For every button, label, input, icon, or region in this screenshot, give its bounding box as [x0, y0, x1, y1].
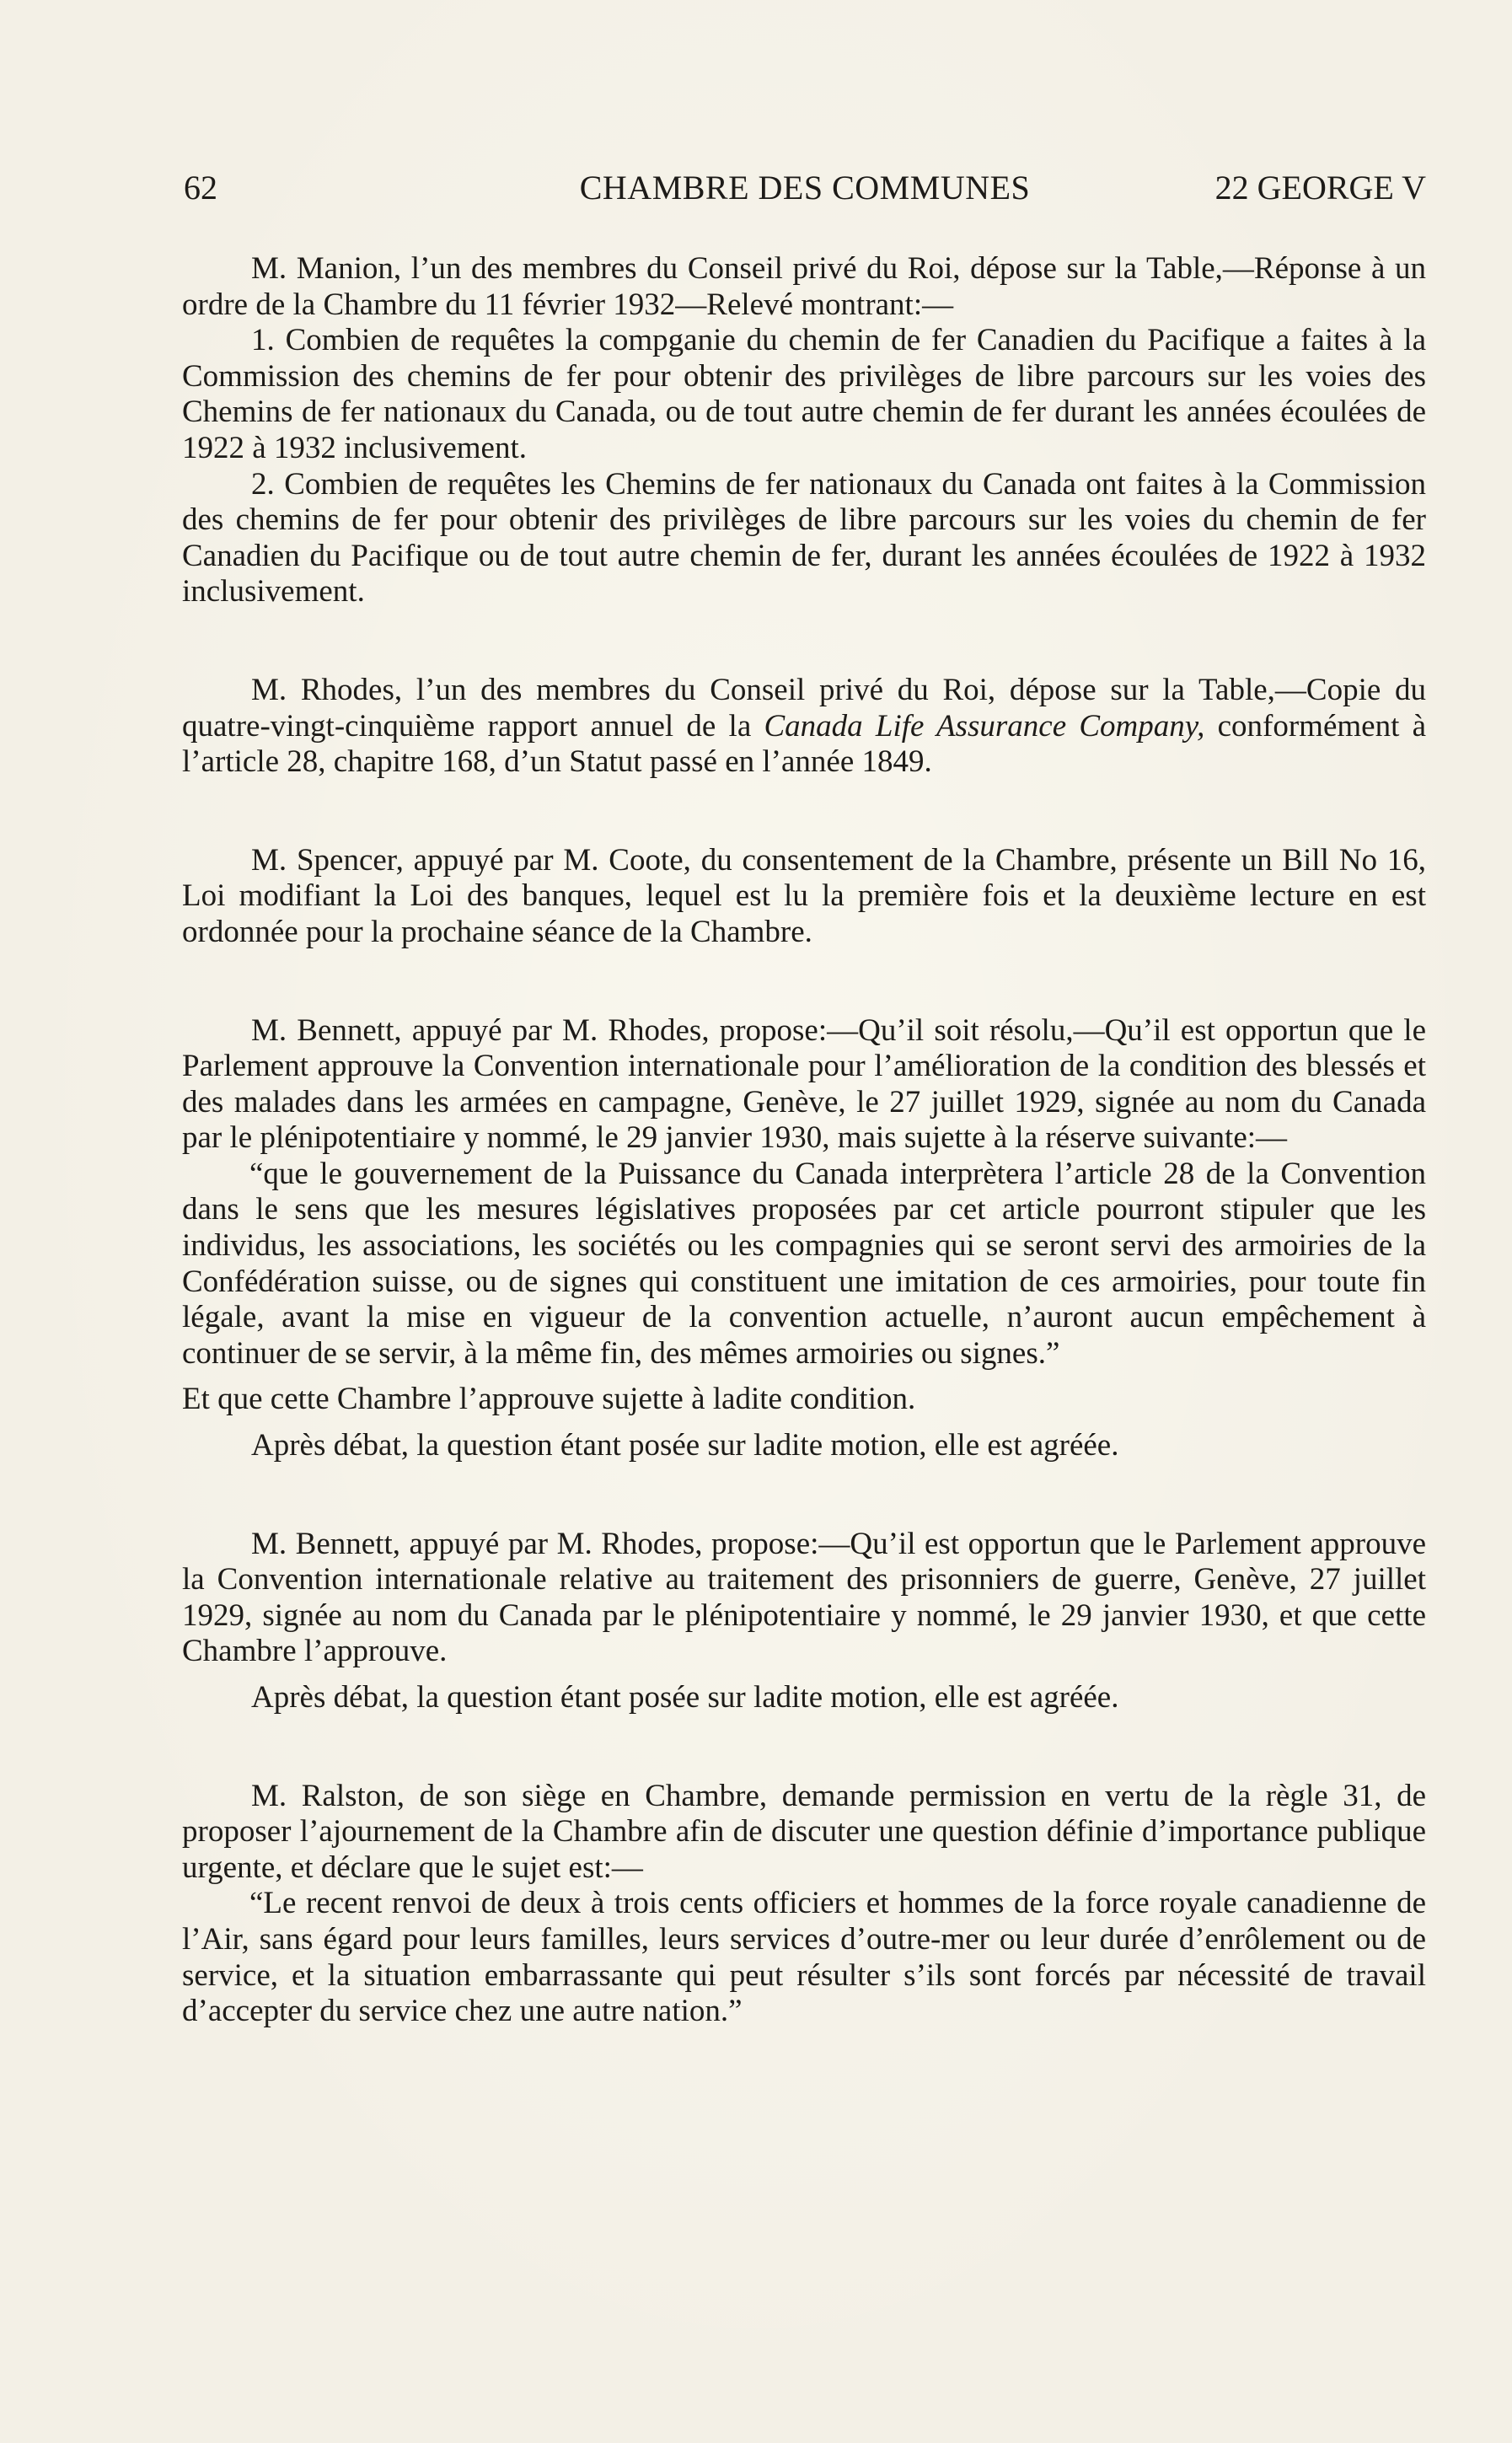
- rhodes-text-before: M. Rhodes, l’un des membres du Conseil privé du Roi, dépose sur la Table,—Copie du quatre-vingt-cinquième rapport annuel de la: [182, 672, 1426, 744]
- spencer-bill: M. Spencer, appuyé par M. Coote, du consentement de la Chambre, présente un Bill No 16, Loi modifiant la Loi des banques, lequel est lu la première fois et la deuxième lecture en est ordonnée pour la prochaine séance de la Chambre.: [182, 842, 1426, 949]
- bennett-reservation: “que le gouvernement de la Puissance du Canada interprètera l’article 28 de la Convention dans le sens que les mesures législatives proposées par cet article pourront stipuler que les individus, les associations, les sociétés ou les compagnies qui se seront servi des armoiries de la Confédération suisse, ou de signes qui constituent une imitation de ces armoiries, pour toute fin légale, avant la mise en vigueur de la convention actuelle, n’auront aucun empêchement à continuer de se servir, à la même fin, des mêmes armoiries ou signes.”: [182, 1156, 1426, 1371]
- ralston-subject: “Le recent renvoi de deux à trois cents officiers et hommes de la force royale canadienne de l’Air, sans égard pour leurs familles, leurs services d’outre-mer ou leur durée d’enrôlement ou de service, et la situation embarrassante qui peut résulter s’ils sont forcés par nécessité de travail d’accepter du service chez une autre nation.”: [182, 1886, 1426, 2029]
- bennett-result-2: Après débat, la question étant posée sur ladite motion, elle est agréée.: [251, 1680, 1119, 1715]
- page-number: 62: [184, 169, 217, 207]
- bennett-result-1: Après débat, la question étant posée sur ladite motion, elle est agréée.: [251, 1428, 1119, 1463]
- running-header: [184, 165, 1426, 211]
- manion-item-2: 2. Combien de requêtes les Chemins de fer nationaux du Canada ont faites à la Commission des chemins de fer pour obtenir des privilèges de libre parcours sur les voies du chemin de fer Canadien du Pacifique ou de tout autre chemin de fer, durant les années écoulées de 1922 à 1932 inclusivement.: [182, 466, 1426, 609]
- session-label: 22 GEORGE V: [1214, 169, 1426, 207]
- bennett-motion-2: M. Bennett, appuyé par M. Rhodes, propose:—Qu’il est opportun que le Parlement approuve la Convention internationale relative au traitement des prisonniers de guerre, Genève, 27 juillet 1929, signée au nom du Canada par le plénipotentiaire y nommé, le 29 janvier 1930, et que cette Chambre l’approuve.: [182, 1526, 1426, 1669]
- ralston-request: M. Ralston, de son siège en Chambre, demande permission en vertu de la règle 31, de proposer l’ajournement de la Chambre afin de discuter une question définie d’importance publique urgente, et déclare que le sujet est:—: [182, 1778, 1426, 1885]
- rhodes-tabling: [182, 673, 1426, 781]
- bennett-approval: Et que cette Chambre l’approuve sujette à ladite condition.: [182, 1382, 916, 1417]
- rhodes-company-name: Canada Life Assurance Company,: [764, 708, 1205, 744]
- page-body: [182, 251, 1426, 2030]
- manion-intro: M. Manion, l’un des membres du Conseil privé du Roi, dépose sur la Table,—Réponse à un ordre de la Chambre du 11 février 1932—Relevé montrant:—: [182, 251, 1426, 322]
- bennett-motion-1: M. Bennett, appuyé par M. Rhodes, propose:—Qu’il soit résolu,—Qu’il est opportun que le Parlement approuve la Convention internationale pour l’amélioration de la condition des blessés et des malades dans les armées en campagne, Genève, le 27 juillet 1929, signée au nom du Canada par le plénipotentiaire y nommé, le 29 janvier 1930, mais sujette à la réserve suivante:—: [182, 1012, 1426, 1156]
- journal-title: CHAMBRE DES COMMUNES: [579, 169, 1031, 207]
- rhodes-text-after: conformément à l’article 28, chapitre 168, d’un Statut passé en l’année 1849.: [182, 708, 1427, 780]
- manion-item-1: 1. Combien de requêtes la compganie du chemin de fer Canadien du Pacifique a faites à la Commission des chemins de fer pour obtenir des privilèges de libre parcours sur les voies des Chemins de fer nationaux du Canada, ou de tout autre chemin de fer durant les années écoulées de 1922 à 1932 inclusivement.: [182, 323, 1426, 465]
